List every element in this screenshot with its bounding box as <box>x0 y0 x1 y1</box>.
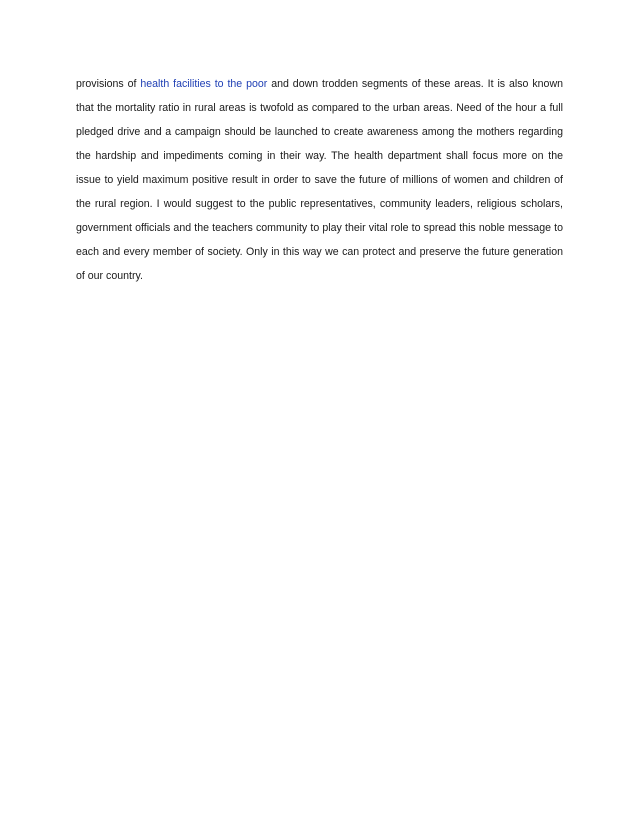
paragraph-text-before-link: provisions of <box>76 78 141 90</box>
body-paragraph <box>76 72 563 288</box>
paragraph-text-after-link: and down trodden segments of these areas. It is also known that the mortality ratio in rural areas is twofold as compared to the urban areas. Need of the hour a full pledged drive and a campaign should be launched to create awareness among the mothers regarding the hardship and impediments coming in their way. The health department shall focus more on the issue to yield maximum positive result in order to save the future of millions of women and children of the rural region. I would suggest to the public representatives, community leaders, religious scholars, government officials and the teachers community to play their vital role to spread this noble message to each and every member of society. Only in this way we can protect and preserve the future generation of our country. <box>76 78 563 282</box>
health-facilities-link[interactable]: health facilities to the poor <box>140 78 268 90</box>
